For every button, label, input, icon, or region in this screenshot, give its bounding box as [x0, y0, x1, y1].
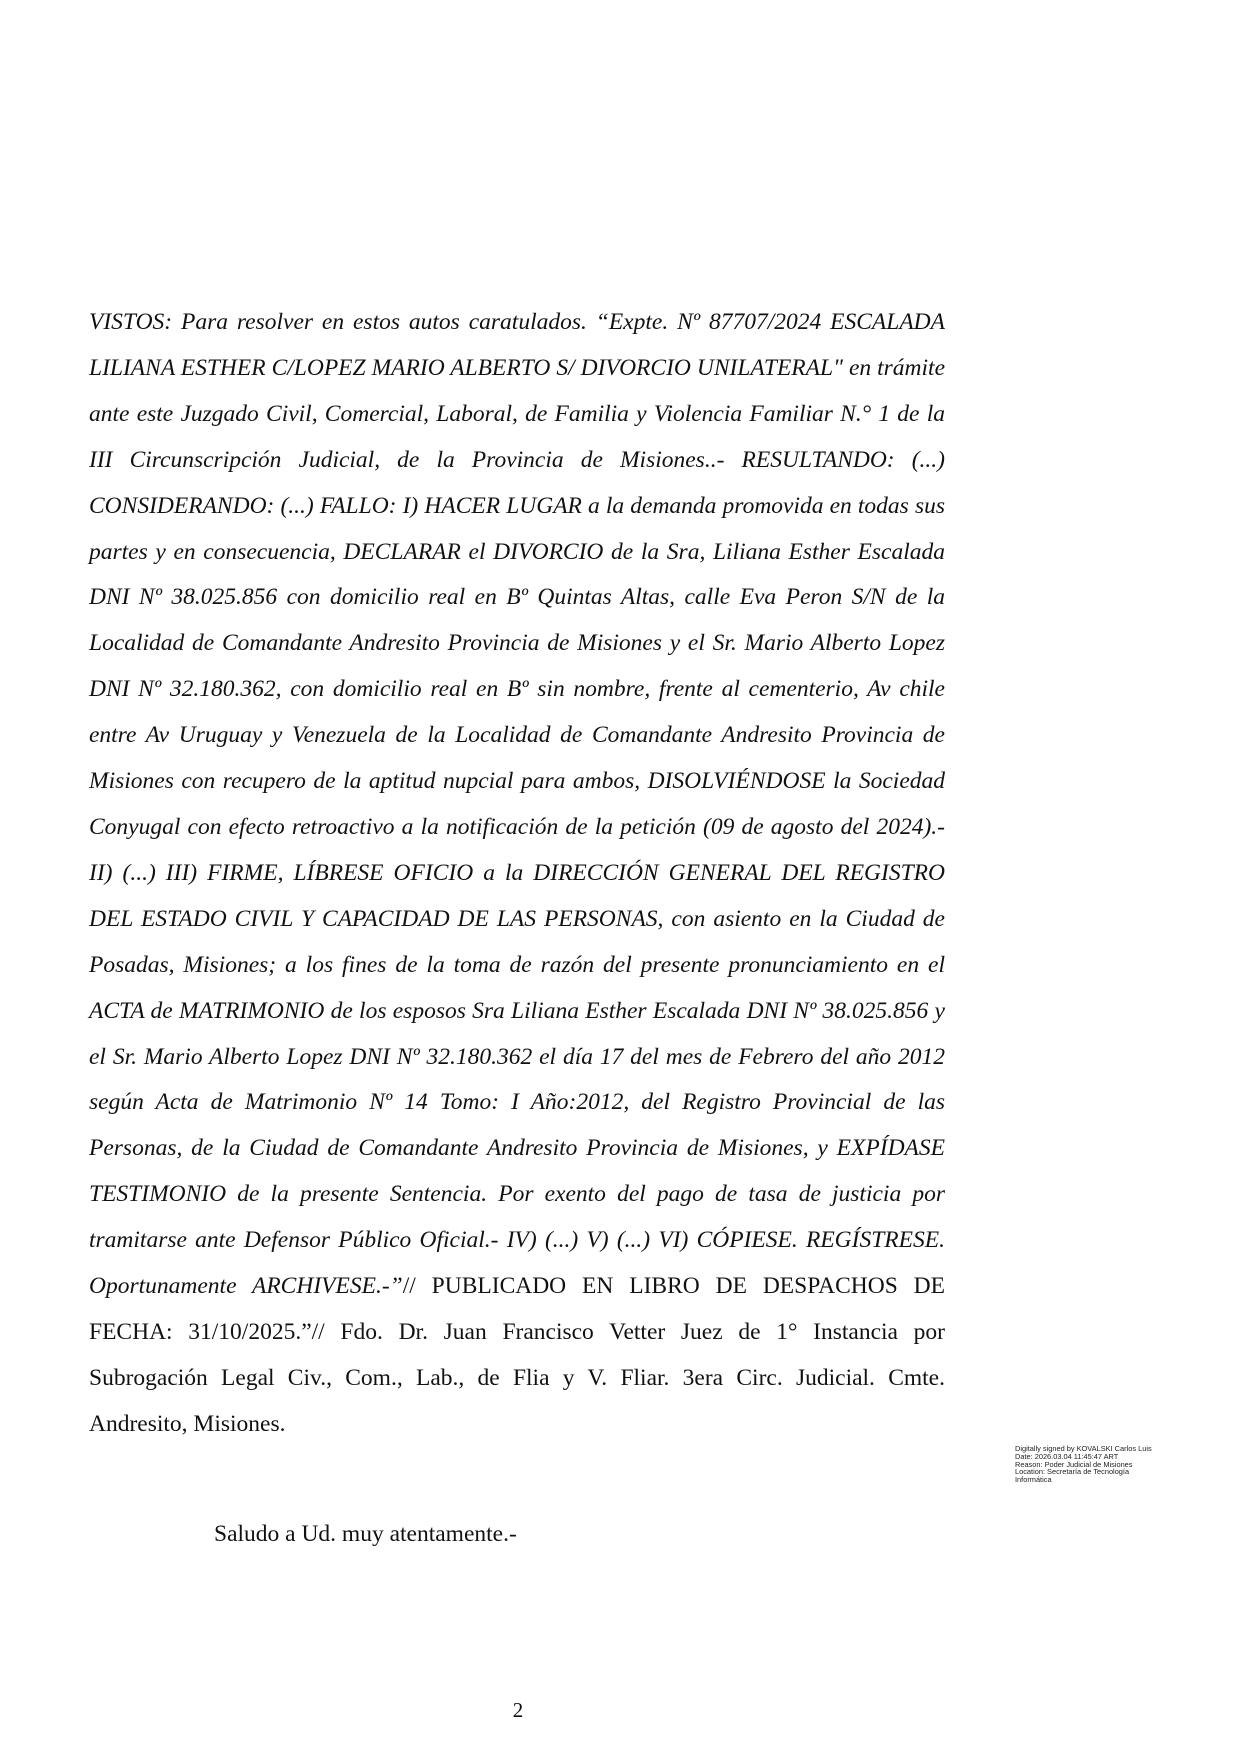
publication-text: // PUBLICADO EN LIBRO DE DESPACHOS DE FECHA: 31/10/2025.”// Fdo. Dr. Juan Francisco Vetter Juez de 1° Instancia por Subrogación Legal Civ., Com., Lab., de Flia y V. Fliar. 3era Circ. Judicial. Cmte. Andresito, Misiones. [89, 1273, 945, 1437]
signature-date: Date: 2026.03.04 11:45:47 ART [1015, 1452, 1119, 1461]
sentence-body [89, 300, 945, 1448]
salutation: Saludo a Ud. muy atentamente.- [214, 1521, 517, 1547]
sentence-italic-text: VISTOS: Para resolver en estos autos caratulados. “Expte. Nº 87707/2024 ESCALADA LILIANA ESTHER C/LOPEZ MARIO ALBERTO S/ DIVORCIO UNILATERAL" en trámite ante este Juzgado Civil, Comercial, Laboral, de Familia y Violencia Familiar N.° 1 de la III Circunscripción Judicial, de la Provincia de Misiones..- RESULTANDO: (...) CONSIDERANDO: (...) FALLO: I) HACER LUGAR a la demanda promovida en todas sus partes y en consecuencia, DECLARAR el DIVORCIO de la Sra, Liliana Esther Escalada DNI Nº 38.025.856 con domicilio real en Bº Quintas Altas, calle Eva Peron S/N de la Localidad de Comandante Andresito Provincia de Misiones y el Sr. Mario Alberto Lopez DNI Nº 32.180.362, con domicilio real en Bº sin nombre, frente al cementerio, Av chile entre Av Uruguay y Venezuela de la Localidad de Comandante Andresito Provincia de Misiones con recupero de la aptitud nupcial para ambos, DISOLVIÉNDOSE la Sociedad Conyugal con efecto retroactivo a la notificación de la petición (09 de agosto del 2024).- II) (...) III) FIRME, LÍBRESE OFICIO a la DIRECCIÓN GENERAL DEL REGISTRO DEL ESTADO CIVIL Y CAPACIDAD DE LAS PERSONAS, con asiento en la Ciudad de Posadas, Misiones; a los fines de la toma de razón del presente pronunciamiento en el ACTA de MATRIMONIO de los esposos Sra Liliana Esther Escalada DNI Nº 38.025.856 y el Sr. Mario Alberto Lopez DNI Nº 32.180.362 el día 17 del mes de Febrero del año 2012 según Acta de Matrimonio Nº 14 Tomo: I Año:2012, del Registro Provincial de las Personas, de la Ciudad de Comandante Andresito Provincia de Misiones, y EXPÍDASE TESTIMONIO de la presente Sentencia. Por exento del pago de tasa de justicia por tramitarse ante Defensor Público Oficial.- IV) (...) V) (...) VI) CÓPIESE. REGÍSTRESE. Oportunamente ARCHIVESE.-” [89, 309, 945, 1300]
signature-location: Location: Secretaría de Tecnología [1015, 1468, 1130, 1477]
signature-signer: Digitally signed by KOVALSKI Carlos Luis [1015, 1445, 1152, 1453]
page-number: 2 [512, 1698, 524, 1722]
digital-signature-stamp [1015, 1445, 1173, 1484]
signature-location-cont: Informática [1015, 1476, 1052, 1484]
signature-reason: Reason: Poder Judicial de Misiones [1015, 1460, 1133, 1469]
